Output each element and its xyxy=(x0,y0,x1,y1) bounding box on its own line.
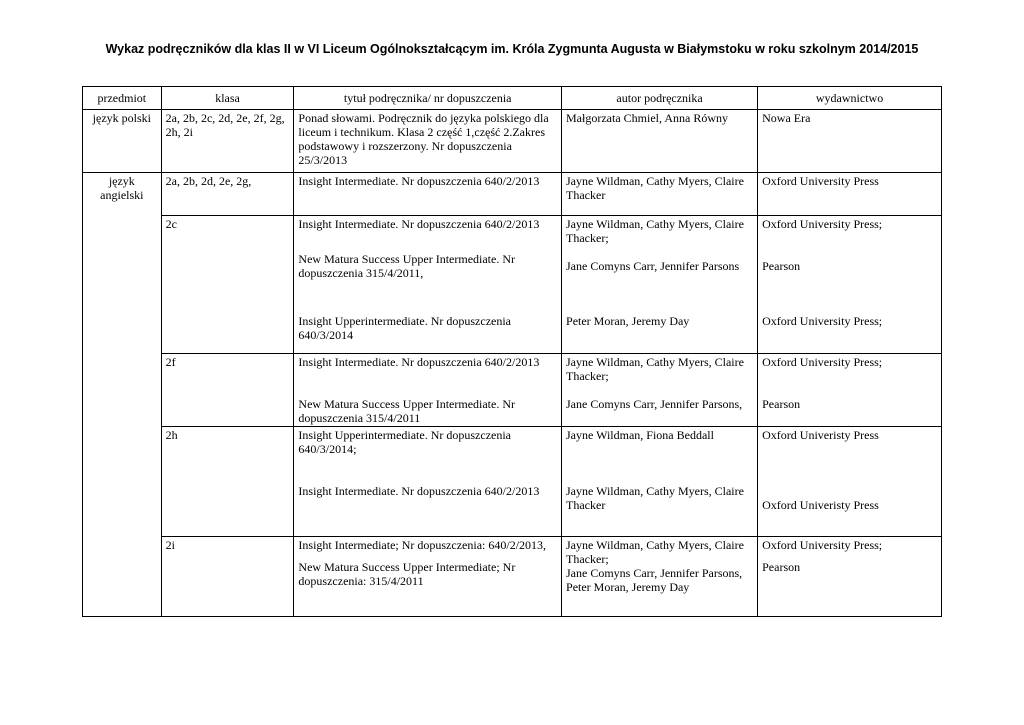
tytul-entry: New Matura Success Upper Intermediate. Nr dopuszczenia 315/4/2011 xyxy=(298,397,516,425)
header-row xyxy=(83,87,942,110)
tytul-cell xyxy=(294,537,562,617)
tytul-cell xyxy=(294,216,562,354)
klasa-cell: 2h xyxy=(161,427,294,537)
wyd-entry: Oxford University Press; xyxy=(762,314,883,328)
header-klasa: klasa xyxy=(161,87,294,110)
autor-entry: Jane Comyns Carr, Jennifer Parsons, xyxy=(566,397,743,411)
klasa-cell: 2f xyxy=(161,354,294,427)
header-tytul: tytuł podręcznika/ nr dopuszczenia xyxy=(294,87,562,110)
tytul-entry: Insight Intermediate; Nr dopuszczenia: 640/2/2013, xyxy=(298,538,547,552)
wydawnictwo-cell xyxy=(758,427,942,537)
wyd-entry: Oxford University Press; xyxy=(762,538,883,552)
autor-entry: Jane Comyns Carr, Jennifer Parsons, Peter Moran, Jeremy Day xyxy=(566,566,743,594)
autor-cell xyxy=(562,354,758,427)
table-row xyxy=(83,354,942,427)
wyd-entry: Pearson xyxy=(762,397,801,411)
tytul-entry: New Matura Success Upper Intermediate; Nr dopuszczenia: 315/4/2011 xyxy=(298,560,516,588)
autor-entry: Jayne Wildman, Cathy Myers, Claire Thacker; xyxy=(566,217,744,245)
autor-entry: Jayne Wildman, Cathy Myers, Claire Thacker; xyxy=(566,538,744,566)
klasa-cell: 2c xyxy=(161,216,294,354)
table-row xyxy=(83,173,942,216)
subject-cell: język polski xyxy=(83,110,162,173)
wydawnictwo-cell: Oxford University Press xyxy=(758,173,942,216)
autor-cell xyxy=(562,537,758,617)
autor-entry: Peter Moran, Jeremy Day xyxy=(566,314,690,328)
tytul-entry: Insight Upperintermediate. Nr dopuszczenia 640/3/2014 xyxy=(298,314,512,342)
page-title: Wykaz podręczników dla klas II w VI Liceum Ogólnokształcącym im. Króla Zygmunta Augusta w Białymstoku w roku szkolnym 2014/2015 xyxy=(105,42,919,56)
wyd-entry: Oxford University Press; xyxy=(762,355,883,369)
autor-entry: Jane Comyns Carr, Jennifer Parsons xyxy=(566,259,740,273)
autor-entry: Jayne Wildman, Cathy Myers, Claire Thacker xyxy=(566,484,744,512)
tytul-entry: Insight Intermediate. Nr dopuszczenia 640/2/2013 xyxy=(298,355,540,369)
wyd-entry: Oxford University Press; xyxy=(762,217,883,231)
wydawnictwo-cell xyxy=(758,354,942,427)
autor-cell: Jayne Wildman, Cathy Myers, Claire Thacker xyxy=(562,173,758,216)
header-wydawnictwo: wydawnictwo xyxy=(758,87,942,110)
autor-entry: Jayne Wildman, Fiona Beddall xyxy=(566,428,714,442)
wyd-entry: Oxford Univeristy Press xyxy=(762,498,879,512)
table-row xyxy=(83,110,942,173)
autor-cell xyxy=(562,427,758,537)
textbook-table xyxy=(82,86,942,617)
tytul-cell xyxy=(294,354,562,427)
table-row xyxy=(83,537,942,617)
tytul-cell: Insight Intermediate. Nr dopuszczenia 640/2/2013 xyxy=(294,173,562,216)
autor-cell xyxy=(562,216,758,354)
wyd-entry: Pearson xyxy=(762,259,801,273)
autor-cell: Małgorzata Chmiel, Anna Równy xyxy=(562,110,758,173)
wyd-entry: Pearson xyxy=(762,560,801,574)
tytul-cell xyxy=(294,427,562,537)
wyd-entry: Oxford Univeristy Press xyxy=(762,428,879,442)
tytul-entry: New Matura Success Upper Intermediate. Nr dopuszczenia 315/4/2011, xyxy=(298,252,516,280)
header-autor: autor podręcznika xyxy=(562,87,758,110)
wydawnictwo-cell xyxy=(758,537,942,617)
wydawnictwo-cell xyxy=(758,216,942,354)
autor-entry: Jayne Wildman, Cathy Myers, Claire Thacker; xyxy=(566,355,744,383)
tytul-entry: Insight Intermediate. Nr dopuszczenia 640/2/2013 xyxy=(298,217,540,231)
klasa-cell: 2i xyxy=(161,537,294,617)
klasa-cell: 2a, 2b, 2d, 2e, 2g, xyxy=(161,173,294,216)
table-row xyxy=(83,216,942,354)
tytul-entry: Insight Intermediate. Nr dopuszczenia 640/2/2013 xyxy=(298,484,540,498)
header-przedmiot: przedmiot xyxy=(83,87,162,110)
wydawnictwo-cell: Nowa Era xyxy=(758,110,942,173)
subject-cell: język angielski xyxy=(83,173,162,617)
tytul-entry: Insight Upperintermediate. Nr dopuszczenia 640/3/2014; xyxy=(298,428,512,456)
klasa-cell: 2a, 2b, 2c, 2d, 2e, 2f, 2g, 2h, 2i xyxy=(161,110,294,173)
tytul-cell: Ponad słowami. Podręcznik do języka polskiego dla liceum i technikum. Klasa 2 część 1,część 2.Zakres podstawowy i rozszerzony. Nr dopuszczenia 25/3/2013 xyxy=(294,110,562,173)
table-row xyxy=(83,427,942,537)
